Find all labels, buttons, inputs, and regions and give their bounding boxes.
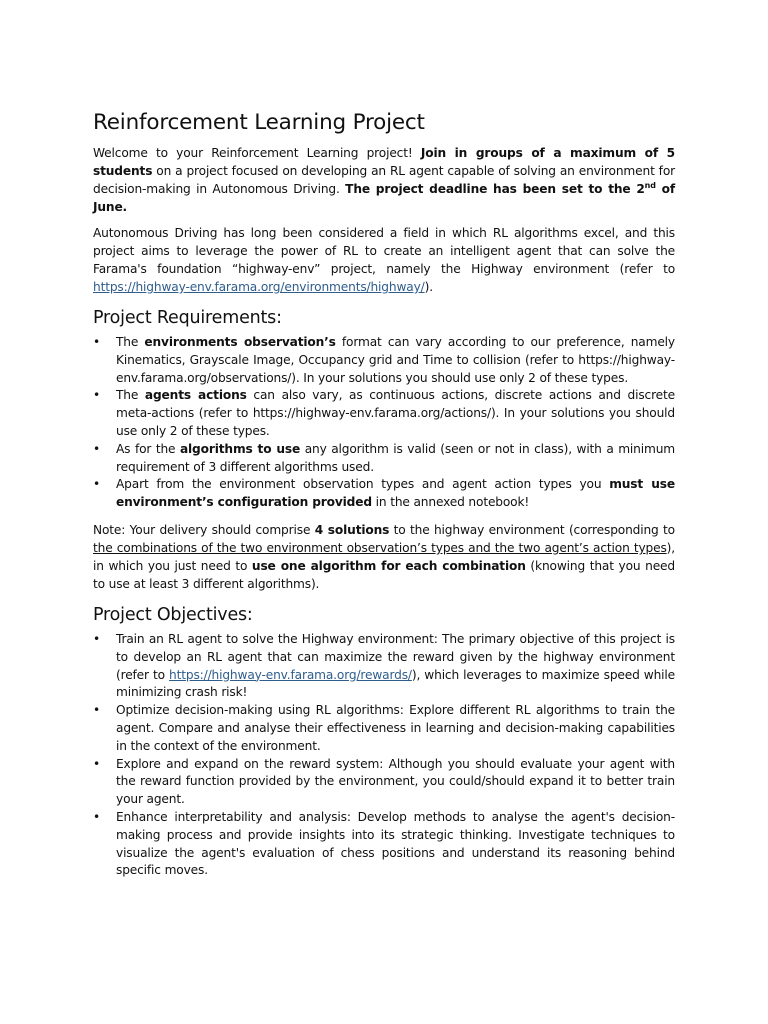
item-text: Apart from the environment observation types and agent action types you [116, 477, 610, 492]
list-item [93, 387, 675, 440]
page-title: Reinforcement Learning Project [93, 110, 425, 135]
requirements-list [93, 334, 675, 512]
objectives-list [93, 631, 675, 880]
bullet-icon: • [93, 388, 101, 403]
note-bold: 4 solutions [314, 522, 390, 537]
intro-text-2: on a project focused on developing an RL agent capable of solving an environment for decision-making in Autonomous Driving. [93, 164, 675, 196]
item-text: in the annexed notebook! [371, 495, 530, 510]
list-item [93, 756, 675, 809]
item-bold: algorithms to use [179, 441, 301, 456]
item-text: The [116, 388, 145, 403]
list-item [93, 809, 675, 880]
list-item [93, 441, 675, 477]
item-text: Train an RL agent to solve the Highway environment: The primary objective of this project is to develop an RL agent that can maximize the reward given by the highway environment (refer to [116, 631, 675, 682]
item-bold: environments observation’s [144, 335, 336, 349]
note-underlined: the combinations of the two environment observation’s types and the two agent’s action types [93, 540, 667, 555]
item-text: As for the [116, 441, 180, 456]
item-text: can also vary, as continuous actions, discrete actions and discrete meta-actions (refer to https://highway-env.farama.org/actions/). In your solutions you should use only 2 of these types. [116, 388, 675, 438]
deadline-month: of June. [93, 182, 675, 214]
note-text: (knowing that you need to use at least 3 different algorithms). [93, 558, 675, 591]
list-item [93, 631, 675, 702]
note-bold: use one algorithm for each combination [251, 558, 526, 573]
bullet-icon: • [93, 441, 101, 456]
para2-text: Autonomous Driving has long been considered a field in which RL algorithms excel, and this project aims to leverage the power of RL to create an intelligent agent that can solve the Farama's foundation “highway-env” project, namely the Highway environment (refer to [93, 226, 675, 276]
para2-end: ). [424, 280, 433, 294]
deadline-superscript: nd [644, 180, 656, 190]
bullet-icon: • [93, 703, 101, 718]
item-text: The [116, 335, 145, 349]
item-text: Explore and expand on the reward system: Although you should evaluate your agent with the reward function provided by the environment, you could/should expand it to better train your agent. [116, 756, 675, 807]
bullet-icon: • [93, 809, 101, 824]
item-text: Optimize decision-making using RL algorithms: Explore different RL algorithms to train the agent. Compare and analyse their effectiveness in learning and decision-making capabilities in the context of the environment. [116, 703, 675, 753]
bullet-icon: • [93, 335, 101, 349]
intro-text: Welcome to your Reinforcement Learning project! [93, 146, 421, 160]
item-text: ), which leverages to maximize speed while minimizing crash risk! [116, 667, 676, 700]
item-text: any algorithm is valid (seen or not in class), with a minimum requirement of 3 different algorithms used. [116, 441, 675, 474]
rewards-link[interactable]: https://highway-env.farama.org/rewards/ [169, 667, 412, 682]
document-page [93, 110, 675, 889]
deadline-text: The project deadline has been set to the 2 [345, 182, 645, 196]
note-text: ), in which you just need to [93, 540, 675, 573]
note-paragraph [93, 521, 675, 593]
bullet-icon: • [93, 756, 101, 771]
list-item [93, 476, 675, 512]
autonomous-driving-paragraph [93, 224, 675, 296]
note-text: to the highway environment (corresponding to [389, 522, 675, 537]
intro-paragraph [93, 144, 675, 216]
bullet-icon: • [93, 477, 101, 492]
item-bold: agents actions [144, 388, 247, 403]
item-text: format can vary according to our preference, namely Kinematics, Grayscale Image, Occupancy grid and Time to collision (refer to https://highway-env.farama.org/observations/). In your solutions you should use only 2 of these types. [116, 335, 675, 385]
list-item [93, 334, 675, 387]
intro-bold-groups: Join in groups of a maximum of 5 students [93, 146, 675, 178]
bullet-icon: • [93, 631, 101, 646]
requirements-heading: Project Requirements: [93, 308, 282, 328]
highway-environment-link[interactable]: https://highway-env.farama.org/environments/highway/ [93, 280, 425, 294]
list-item [93, 702, 675, 755]
item-text: Enhance interpretability and analysis: Develop methods to analyse the agent's decision-making process and provide insights into its strategic thinking. Investigate techniques to visualize the agent's evaluation of chess positions and understand its reasoning behind specific moves. [116, 809, 675, 878]
objectives-heading: Project Objectives: [93, 604, 253, 625]
note-text: Note: Your delivery should comprise [93, 522, 315, 537]
item-bold: must use environment’s configuration provided [116, 477, 675, 510]
